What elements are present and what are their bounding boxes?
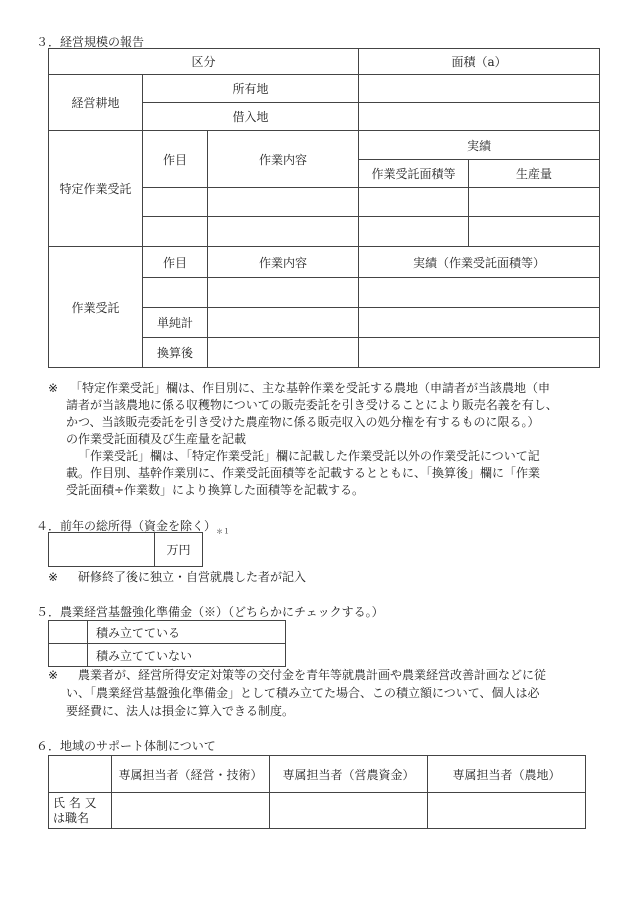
row-shoyuchi: 所有地 [143,75,359,103]
header-jutaku-menseki: 作業受託面積等 [359,160,469,188]
row-kansango: 換算後 [143,338,208,368]
sec3-note-line: 「特定作業受託」欄は、作目別に、主な基幹作業を受託する農地（申請者が当該農地（申 [70,381,551,395]
input-nouchi[interactable] [428,793,586,829]
sec3-note-line: 載。作目別、基幹作業別に、作業受託面積等を記載するとともに、「換算後」欄に「作業 [66,466,541,480]
row-label-line: は職名 [53,810,90,825]
farm-scale-table [48,48,600,368]
sec4-note: 研修終了後に独立・自営就農した者が記入 [78,570,307,584]
support-corner [49,756,112,793]
row-tokutei: 特定作業受託 [49,131,143,247]
header-keiei-gijutsu: 専属担当者（経営・技術） [112,756,270,793]
section-3-heading: ３．経営規模の報告 [36,35,145,49]
input-cell[interactable] [359,278,600,308]
row-tanjunkei: 単純計 [143,308,208,338]
option-not-tsumitate: 積み立てていない [88,644,286,667]
section-4-title: ４．前年の総所得（資金を除く） [36,519,217,533]
row-keiei-kouchi: 経営耕地 [49,75,143,131]
input-keiei-gijutsu[interactable] [112,793,270,829]
header-sakumoku: 作目 [143,131,208,188]
row-shakunyuchi: 借入地 [143,103,359,131]
row-label-name [49,793,112,829]
section-5-heading: ５．農業経営基盤強化準備金（※）（どちらかにチェックする。） [36,605,384,619]
input-cell[interactable] [359,188,469,217]
sec5-note-line: 要経費に、法人は損金に算入できる制度。 [66,704,295,718]
option-tsumitate: 積み立てている [88,621,286,644]
support-table [48,755,586,829]
sec4-note-mark: ※ [48,570,59,584]
input-cell[interactable] [469,188,600,217]
sec3-note-line: かつ、当該販売委託を引き受けた農産物に係る販売収入の処分権を有するものに限る。） [66,415,540,429]
row-sagyo-jutaku: 作業受託 [49,247,143,368]
input-cell[interactable] [469,217,600,247]
header-jisseki-full: 実績（作業受託面積等） [359,247,600,278]
input-cell[interactable] [143,217,208,247]
header-menseki: 面積（a） [359,49,600,75]
header-sagyo-naiyo-2: 作業内容 [208,247,359,278]
row-label-line: 氏 名 又 [53,795,97,810]
input-shakunyuchi-area[interactable] [359,103,600,131]
sec5-note-line: 農業者が、経営所得安定対策等の交付金を青年等就農計画や農業経営改善計画などに従 [78,668,547,682]
sec5-note-mark: ※ [48,668,59,682]
sec3-note-line: 「作業受託」欄は、「特定作業受託」欄に記載した作業受託以外の作業受託について記 [78,449,540,463]
input-cell[interactable] [208,217,359,247]
sec5-note-line: い、「農業経営基盤強化準備金」として積み立てた場合、この積立額について、個人は必 [66,686,540,700]
check-box-option2[interactable] [49,644,88,667]
input-cell[interactable] [359,338,600,368]
input-cell[interactable] [359,308,600,338]
sec3-note-line: 受託面積÷作業数」により換算した面積等を記載する。 [66,483,365,497]
input-cell[interactable] [208,338,359,368]
reserve-table [48,620,286,667]
input-cell[interactable] [208,278,359,308]
input-cell[interactable] [208,308,359,338]
header-nouchi: 専属担当者（農地） [428,756,586,793]
income-unit: 万円 [155,533,203,567]
sec3-note-line: 請者が当該農地に係る収穫物についての販売委託を引き受けることにより販売名義を有し、 [66,398,558,412]
header-sagyo-naiyo: 作業内容 [208,131,359,188]
input-shoyuchi-area[interactable] [359,75,600,103]
header-jisseki: 実績 [359,131,600,160]
section-6-heading: ６．地域のサポート体制について [36,739,216,753]
check-box-option1[interactable] [49,621,88,644]
sec3-note-line: の作業受託面積及び生産量を記載 [66,432,247,446]
footnote-mark: ＊１ [216,527,231,536]
header-sakumoku-2: 作目 [143,247,208,278]
income-table [48,532,203,567]
income-input[interactable] [49,533,155,567]
input-cell[interactable] [359,217,469,247]
input-cell[interactable] [143,188,208,217]
header-seisanryo: 生産量 [469,160,600,188]
input-cell[interactable] [143,278,208,308]
input-cell[interactable] [208,188,359,217]
header-kubun: 区分 [49,49,359,75]
header-einou-shikin: 専属担当者（営農資金） [270,756,428,793]
input-einou-shikin[interactable] [270,793,428,829]
sec3-note-mark: ※ [48,381,59,395]
